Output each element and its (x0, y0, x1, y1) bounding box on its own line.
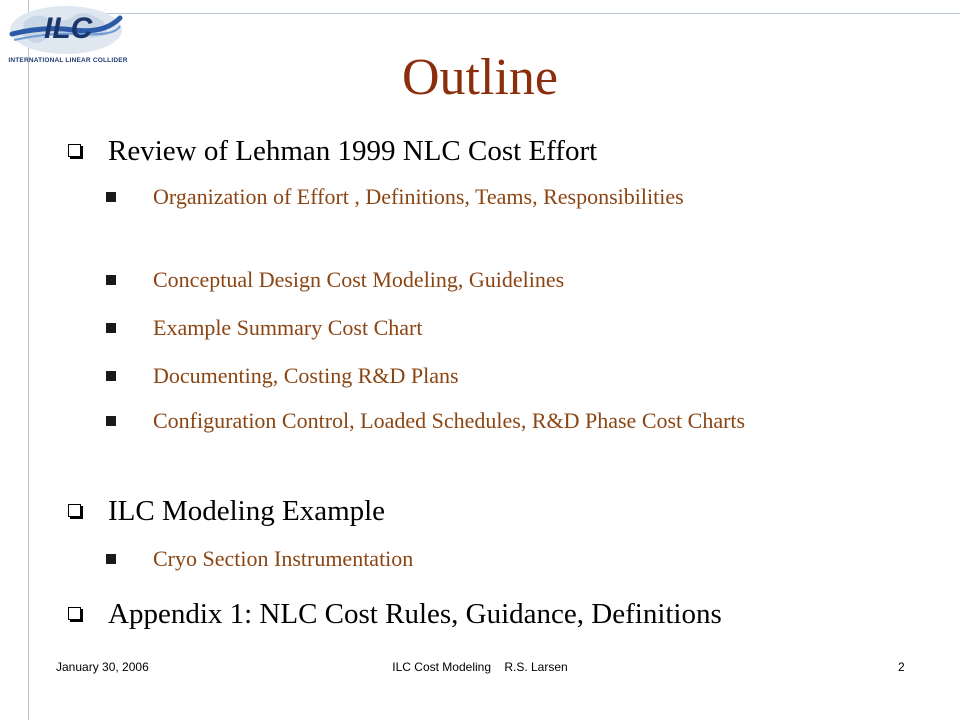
bullet-text: ILC Modeling Example (108, 495, 386, 527)
filled-square-bullet-icon (106, 275, 116, 285)
sub-bullet-text: Conceptual Design Cost Modeling, Guidelines (153, 267, 565, 292)
footer-date: January 30, 2006 (56, 660, 149, 674)
sub-bullet-text: Example Summary Cost Chart (153, 315, 423, 340)
hollow-square-bullet-icon (68, 144, 81, 157)
slide-title: Outline (402, 49, 558, 106)
sub-bullet-text: Documenting, Costing R&D Plans (153, 363, 459, 388)
vertical-rule (28, 0, 29, 720)
horizontal-rule (86, 13, 960, 14)
hollow-square-bullet-icon (68, 607, 81, 620)
filled-square-bullet-icon (106, 554, 116, 564)
page-number: 2 (898, 660, 905, 674)
sub-bullet-text: Cryo Section Instrumentation (153, 546, 414, 571)
bullet-text: Appendix 1: NLC Cost Rules, Guidance, Definitions (108, 598, 722, 630)
bullet-text: Review of Lehman 1999 NLC Cost Effort (108, 135, 598, 167)
sub-bullet-text: Organization of Effort , Definitions, Teams, Responsibilities (153, 184, 684, 209)
filled-square-bullet-icon (106, 323, 116, 333)
filled-square-bullet-icon (106, 416, 116, 426)
sub-bullet-text: Configuration Control, Loaded Schedules, R&D Phase Cost Charts (153, 408, 746, 433)
logo-letters: ILC (44, 12, 93, 45)
filled-square-bullet-icon (106, 192, 116, 202)
filled-square-bullet-icon (106, 371, 116, 381)
footer-center: ILC Cost Modeling R.S. Larsen (392, 660, 568, 674)
hollow-square-bullet-icon (68, 504, 81, 517)
logo-caption: INTERNATIONAL LINEAR COLLIDER (8, 57, 128, 64)
